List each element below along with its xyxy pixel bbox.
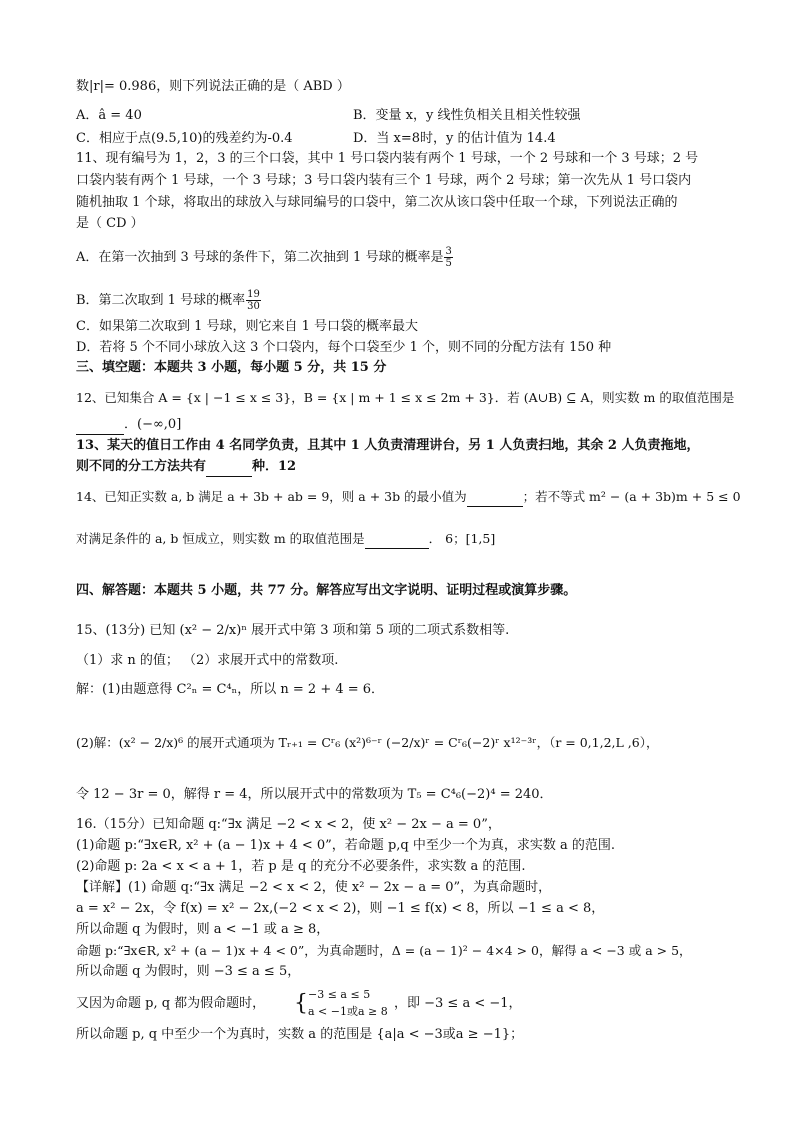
q15-solution-part1: 解：(1)由题意得 C²ₙ = C⁴ₙ，所以 n = 2 + 4 = 6． xyxy=(76,682,385,697)
q12-stem: 12、已知集合 A = {x | −1 ≤ x ≤ 3}，B = {x | m + 1 ≤ x ≤ 2m + 3}．若 (A∪B) ⊆ A，则实数 m 的取值范围是 xyxy=(76,390,735,405)
q14-stem-line1 xyxy=(76,488,741,506)
q11-option-b xyxy=(76,288,726,314)
q10-option-a: A．â = 40 xyxy=(76,108,142,123)
q16-part2: (2)命题 p: 2a < x < a + 1，若 p 是 q 的充分不必要条件，求实数 a 的范围. xyxy=(76,859,526,874)
q16-detail-line7: 所以命题 p, q 中至少一个为真时，实数 a 的范围是 {a|a < −3或a ≥ −1}； xyxy=(76,1027,524,1042)
q16-system-line1: −3 ≤ a ≤ 5 xyxy=(308,988,371,1001)
q10-options-row2 xyxy=(76,130,726,148)
q16-detail-line3: 所以命题 q 为假时，则 a < −1 或 a ≥ 8， xyxy=(76,922,330,937)
fraction-denominator: 30 xyxy=(247,301,260,312)
q11-stem-line2: 口袋内装有两个 1 号球，一个 3 号球；3 号口袋内装有三个 1 号球，两个 2 号球；第一次先从 1 号口袋内 xyxy=(76,173,692,188)
left-brace-icon: { xyxy=(294,991,308,1016)
q14-text-pre: 14、已知正实数 a, b 满足 a + 3b + ab = 9，则 a + 3b 的最小值为 xyxy=(76,489,467,504)
q16-system-line2: a < −1或a ≥ 8 xyxy=(308,1005,388,1018)
q10-options-row1 xyxy=(76,107,726,125)
q11-option-b-text: B．第二次取到 1 号球的概率 xyxy=(76,293,246,308)
q13-stem-line2 xyxy=(76,458,726,476)
answer-blank xyxy=(76,416,124,435)
q16-detail-line2: a = x² − 2x，令 f(x) = x² − 2x,(−2 < x < 2)，则 −1 ≤ f(x) < 8，所以 −1 ≤ a < 8， xyxy=(76,901,605,916)
q15-solution-part3: 令 12 − 3r = 0，解得 r = 4，所以展开式中的常数项为 T₅ = C⁴₆(−2)⁴ = 240． xyxy=(76,787,553,802)
q16-system-result: ，即 −3 ≤ a < −1， xyxy=(394,996,522,1011)
q14-text-pre2: 对满足条件的 a, b 恒成立，则实数 m 的取值范围是 xyxy=(76,531,365,546)
q16-system-intro: 又因为命题 p, q 都为假命题时， xyxy=(76,996,266,1011)
q11-option-a-fraction xyxy=(444,246,452,269)
q15-subquestions: （1）求 n 的值； （2）求展开式中的常数项. xyxy=(76,653,339,668)
q15-solution-part2: (2)解：(x² − 2/x)⁶ 的展开式通项为 Tᵣ₊₁ = Cʳ₆ (x²)⁶⁻ʳ (−2/x)ʳ = Cʳ₆(−2)ʳ x¹²⁻³ʳ，（r = 0,1,2,L ,6）， xyxy=(76,735,659,750)
q16-part1: (1)命题 p:“∃x∈R, x² + (a − 1)x + 4 < 0”，若命题 p,q 中至少一个为真，求实数 a 的范围. xyxy=(76,838,615,853)
q11-option-a-text: A．在第一次抽到 3 号球的条件下，第二次抽到 1 号球的概率是 xyxy=(76,250,444,265)
answer-blank xyxy=(365,530,429,549)
section4-heading: 四、解答题：本题共 5 小题，共 77 分。解答应写出文字说明、证明过程或演算步骤。 xyxy=(76,583,577,598)
q12-answer: ．(−∞,0] xyxy=(124,417,182,432)
q11-stem-line3: 随机抽取 1 个球，将取出的球放入与球同编号的口袋中，第二次从该口袋中任取一个球，下列说法正确的 xyxy=(76,195,678,210)
q14-text-post: ；若不等式 m² − (a + 3b)m + 5 ≤ 0 xyxy=(522,489,741,504)
q16-detail-line5: 所以命题 q 为假时，则 −3 ≤ a ≤ 5， xyxy=(76,964,301,979)
q11-option-b-fraction xyxy=(246,289,261,312)
q11-option-c: C．如果第二次取到 1 号球，则它来自 1 号口袋的概率最大 xyxy=(76,319,419,334)
fraction-numerator: 19 xyxy=(247,289,260,300)
q14-answer: ． 6；[1,5] xyxy=(428,531,496,546)
q16-detail-line4: 命题 p:“∃x∈R, x² + (a − 1)x + 4 < 0”，为真命题时，Δ = (a − 1)² − 4×4 > 0，解得 a < −3 或 a > 5， xyxy=(76,943,692,958)
q12-answer-line xyxy=(76,416,726,434)
q15-stem: 15、(13分) 已知 (x² − 2/x)ⁿ 展开式中第 3 项和第 5 项的二项式系数相等. xyxy=(76,623,510,638)
q11-stem-line1: 11、现有编号为 1，2，3 的三个口袋，其中 1 号口袋内装有两个 1 号球，一个 2 号球和一个 3 号球；2 号 xyxy=(76,151,699,166)
q10-option-d: D．当 x=8时，y 的估计值为 14.4 xyxy=(353,131,556,146)
answer-blank xyxy=(467,488,523,507)
q10-stem-tail: 数|r|= 0.986，则下列说法正确的是（ ABD ） xyxy=(76,79,350,94)
q13-text-post: 种．12 xyxy=(252,459,297,474)
q16-detail-line6 xyxy=(76,987,726,1021)
q11-option-d: D．若将 5 个不同小球放入这 3 个口袋内，每个口袋至少 1 个，则不同的分配方法有 150 种 xyxy=(76,340,612,355)
q16-stem: 16.（15分）已知命题 q:“∃x 满足 −2 < x < 2，使 x² − 2x − a = 0”， xyxy=(76,817,501,832)
q16-detail-line1: 【详解】(1) 命题 q:“∃x 满足 −2 < x < 2，使 x² − 2x − a = 0”，为真命题时， xyxy=(76,880,552,895)
q10-option-b: B．变量 x，y 线性负相关且相关性较强 xyxy=(353,108,581,123)
fraction-numerator: 3 xyxy=(445,246,452,257)
fraction-denominator: 5 xyxy=(445,258,452,269)
q14-stem-line2 xyxy=(76,530,726,548)
q10-option-c: C．相应于点(9.5,10)的残差约为-0.4 xyxy=(76,131,293,146)
answer-blank xyxy=(206,458,252,477)
q11-option-a xyxy=(76,245,726,271)
q13-stem-line1: 13、某天的值日工作由 4 名同学负责，且其中 1 人负责清理讲台，另 1 人负责扫地，其余 2 人负责拖地， xyxy=(76,438,700,453)
q13-text-pre: 则不同的分工方法共有 xyxy=(76,459,207,474)
q11-stem-line4: 是（ CD ） xyxy=(76,216,144,231)
section3-heading: 三、填空题：本题共 3 小题，每小题 5 分，共 15 分 xyxy=(76,360,387,375)
